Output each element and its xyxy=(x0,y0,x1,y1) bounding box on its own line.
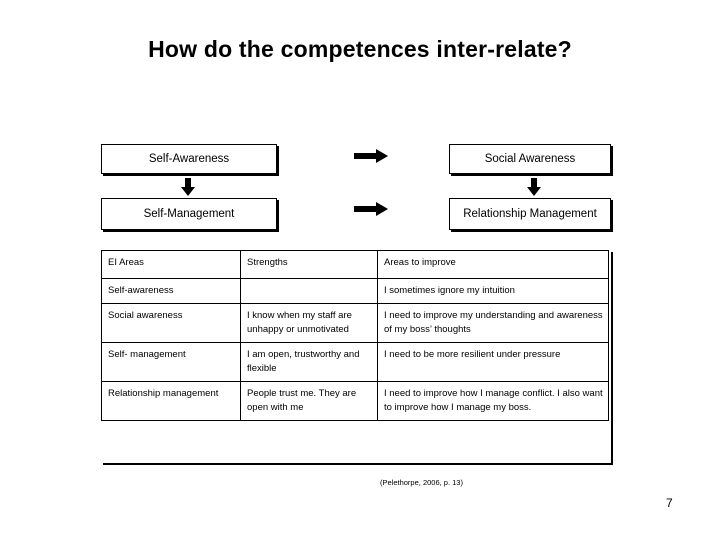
improve-cell: I need to improve my understanding and awareness of my boss’ thoughts xyxy=(378,303,609,342)
arrow-down-icon xyxy=(527,178,541,196)
table-row xyxy=(102,381,609,420)
self-management-box xyxy=(101,198,277,230)
arrow-right-icon xyxy=(354,149,388,163)
area-cell: Relationship management xyxy=(102,381,241,420)
strengths-cell: People trust me. They are open with me xyxy=(241,381,378,420)
table-row xyxy=(102,342,609,381)
strengths-cell: I am open, trustworthy and flexible xyxy=(241,342,378,381)
page-number: 7 xyxy=(666,496,673,510)
area-cell: Social awareness xyxy=(102,303,241,342)
improve-cell: I sometimes ignore my intuition xyxy=(378,279,609,304)
relationship-management-label: Relationship Management xyxy=(463,208,597,220)
social-awareness-label: Social Awareness xyxy=(484,153,576,165)
area-cell: Self-awareness xyxy=(102,279,241,304)
table-row xyxy=(102,303,609,342)
self-awareness-box xyxy=(101,144,277,174)
arrow-down-icon xyxy=(181,178,195,196)
strengths-cell xyxy=(241,279,378,304)
improve-cell: I need to improve how I manage conflict. I also want to improve how I manage my boss. xyxy=(378,381,609,420)
table-header-row xyxy=(102,251,609,279)
header-ei-areas: EI Areas xyxy=(102,251,241,279)
self-awareness-label: Self-Awareness xyxy=(148,153,230,165)
social-awareness-box xyxy=(449,144,611,174)
relationship-management-box xyxy=(449,198,611,230)
improve-cell: I need to be more resilient under pressure xyxy=(378,342,609,381)
header-strengths: Strengths xyxy=(241,251,378,279)
header-areas-to-improve: Areas to improve xyxy=(378,251,609,279)
table-row xyxy=(102,279,609,304)
citation: (Pelethorpe, 2006, p. 13) xyxy=(380,478,463,487)
arrow-right-icon xyxy=(354,202,388,216)
self-management-label: Self-Management xyxy=(143,208,235,220)
area-cell: Self- management xyxy=(102,342,241,381)
strengths-cell: I know when my staff are unhappy or unmotivated xyxy=(241,303,378,342)
ei-areas-table xyxy=(101,250,609,421)
slide-title: How do the competences inter-relate? xyxy=(148,36,572,62)
